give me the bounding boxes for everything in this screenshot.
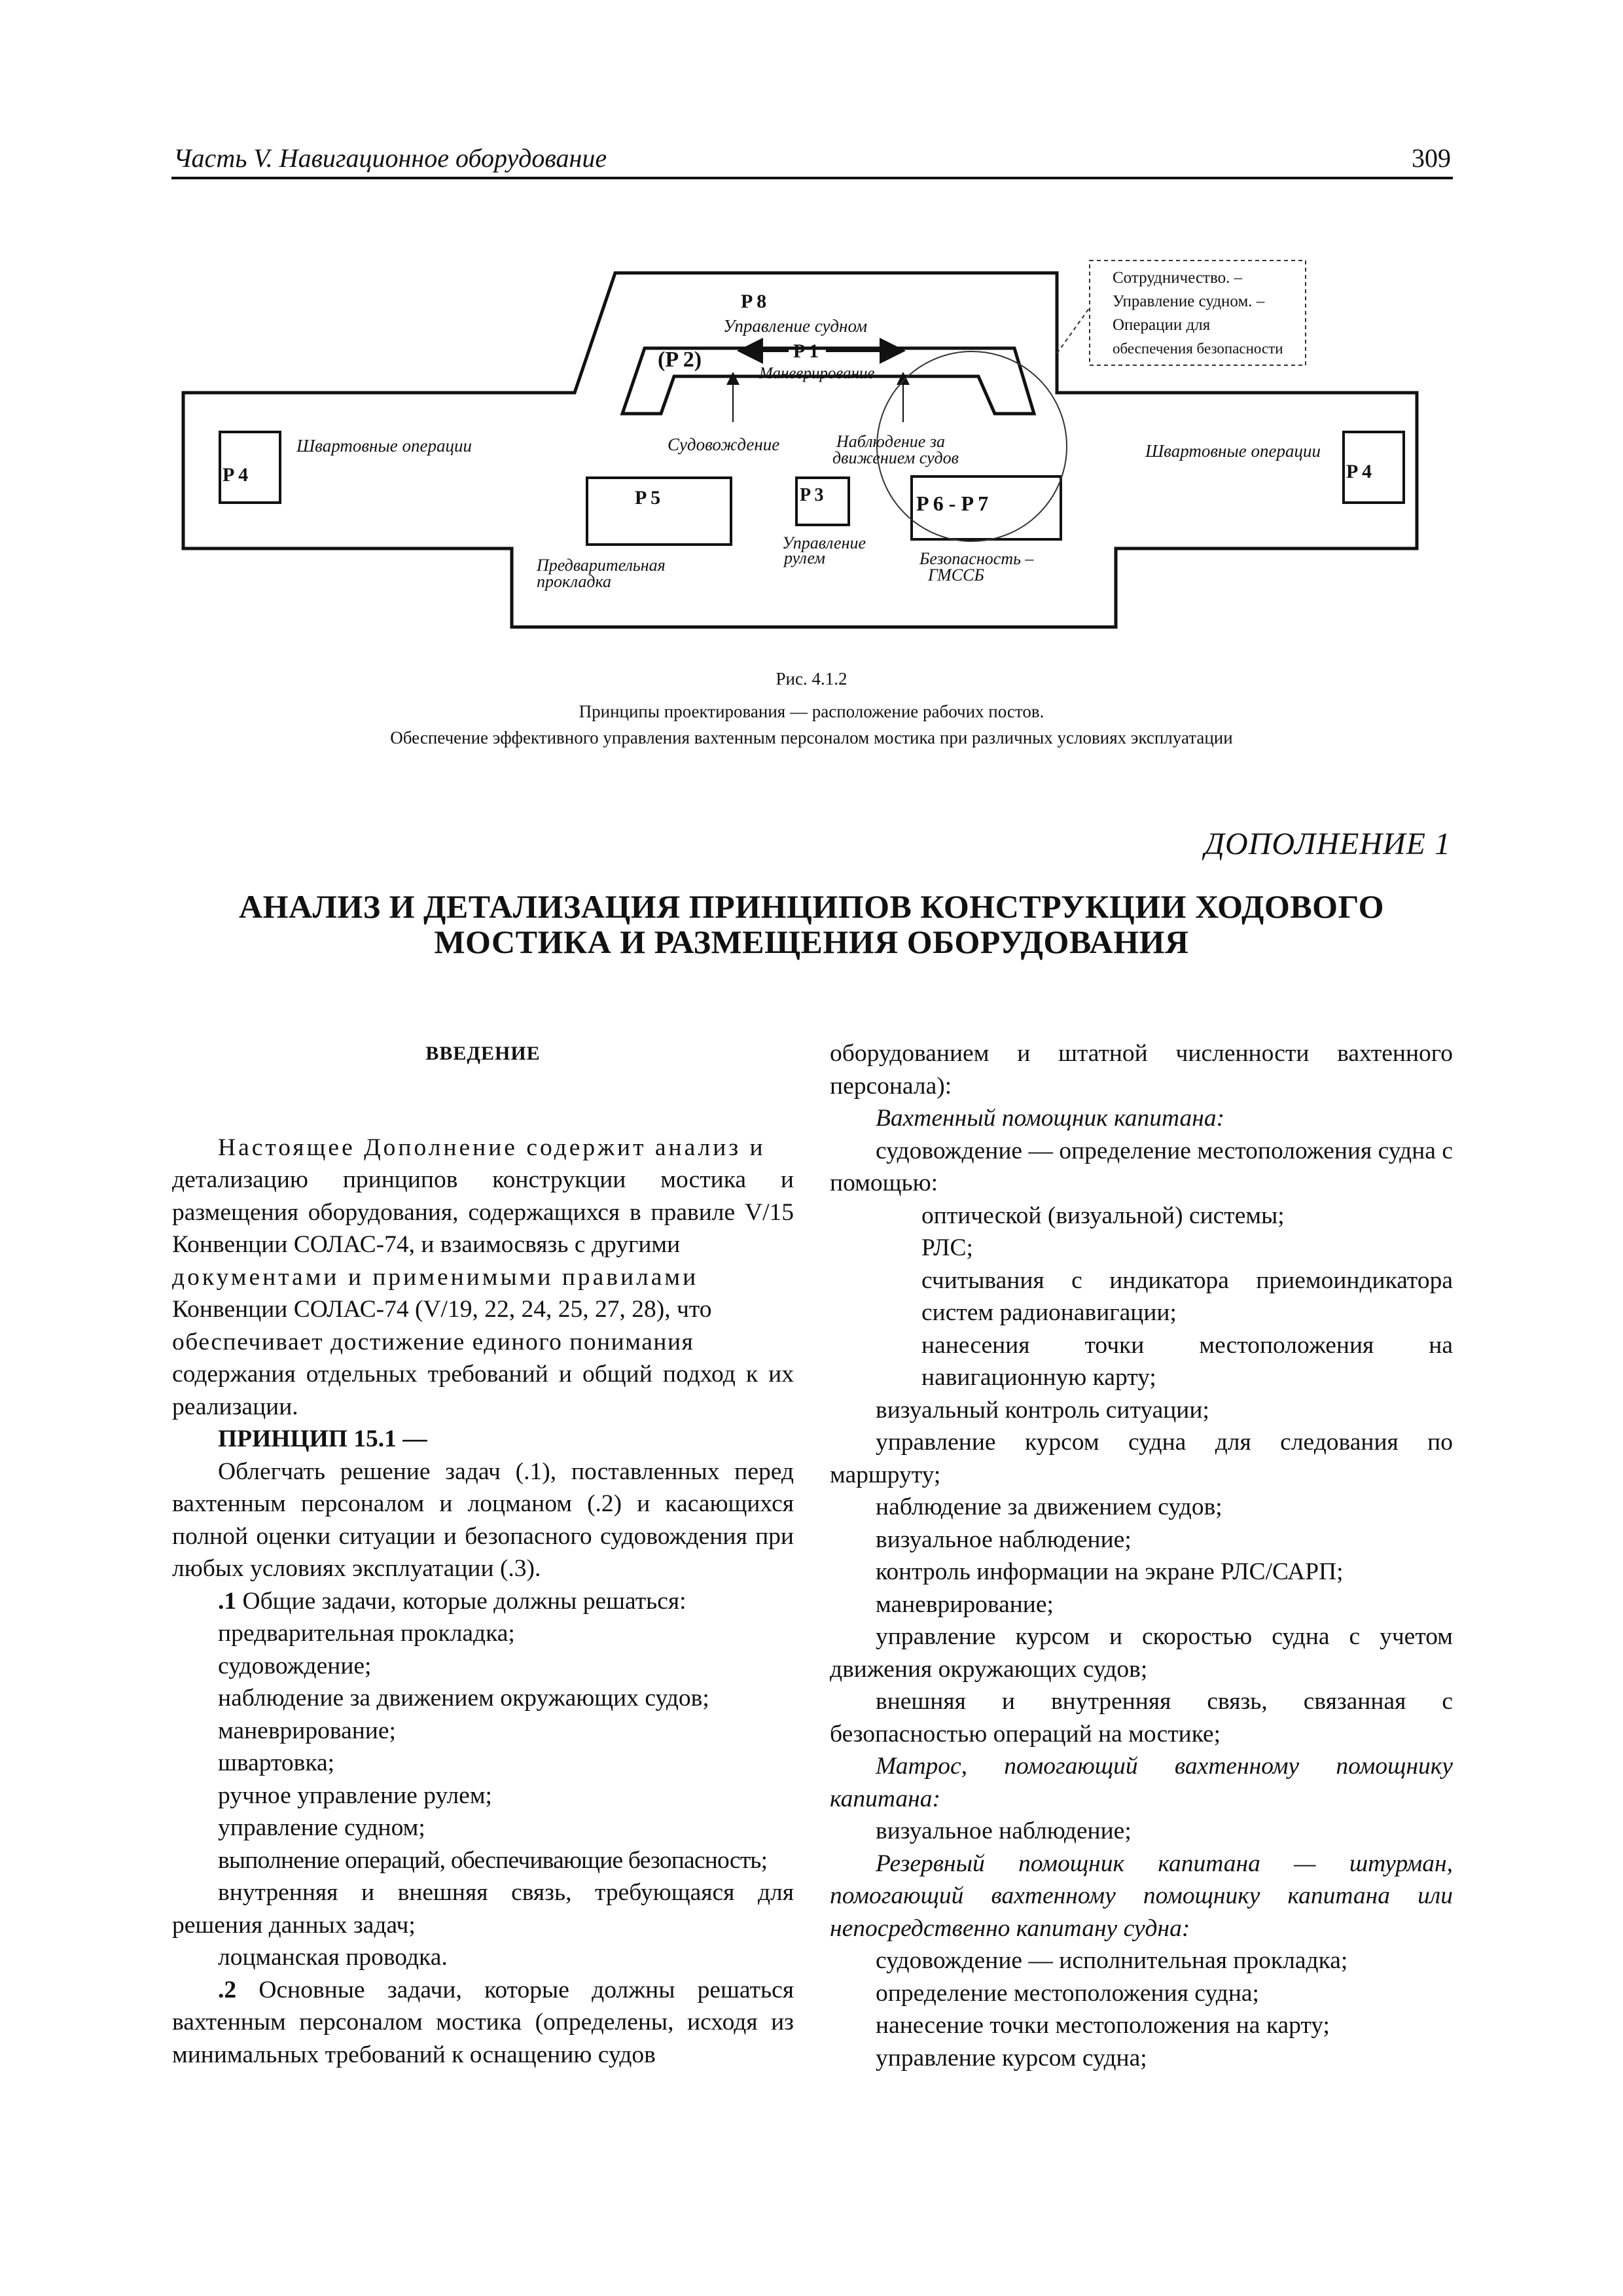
task-item: судовождение; xyxy=(218,1652,372,1679)
task-item: внутренняя и внешняя связь, требующаяся для решения данных задач; xyxy=(172,1879,794,1939)
method-item: нанесения точки местоположения на навигационную карту; xyxy=(921,1331,1453,1391)
caption-line-2: Принципы проектирования — расположение рабочих постов. xyxy=(579,702,1044,721)
bridge-layout-diagram xyxy=(0,0,1623,655)
steering-label-1: Управление xyxy=(782,533,866,552)
role-sailor: Матрос, помогающий вахтенному помощнику капитана: xyxy=(830,1753,1453,1812)
prelim-label-2: прокладка xyxy=(537,572,612,591)
task-item: швартовка; xyxy=(218,1749,335,1776)
mooring-right-label: Швартовные операции xyxy=(1145,441,1321,461)
maneuvering-label: Маневрирование xyxy=(759,365,875,382)
intro-paragraph-line: Настоящее Дополнение содержит анализ и xyxy=(218,1134,766,1161)
item-2 xyxy=(172,1974,794,2072)
task-item: лоцманская проводка. xyxy=(218,1944,448,1971)
principle-text: Облегчать решение задач (.1), поставленных перед вахтенным персоналом и лоцманом (.2) и касающихся полной оценки ситуации и безопасного судовождения при любых условиях эксплуатации (.3). xyxy=(172,1458,794,1582)
task-item: маневрирование; xyxy=(876,1590,1054,1618)
main-title-line-1: АНАЛИЗ И ДЕТАЛИЗАЦИЯ ПРИНЦИПОВ КОНСТРУКЦИИ ХОДОВОГО xyxy=(238,888,1385,925)
p1-label: P 1 xyxy=(793,340,819,362)
intro-paragraph-spread: документами и применимыми правилами xyxy=(172,1263,699,1291)
legend-line-2: Управление судном. – xyxy=(1113,293,1265,310)
item-1-number: .1 xyxy=(218,1587,237,1615)
task-item: внешняя и внутренняя связь, связанная с безопасностью операций на мостике; xyxy=(830,1688,1453,1748)
method-item: оптической (визуальной) системы; xyxy=(921,1202,1285,1229)
method-item: считывания с индикатора приемоиндикатора систем радионавигации; xyxy=(921,1266,1453,1326)
item-2-text: Основные задачи, которые должны решаться вахтенным персоналом мостика (определены, исходя из минимальных требований к оснащению судов xyxy=(172,1976,794,2068)
intro-paragraph-refs: Конвенции СОЛАС-74 (V/19, 22, 24, 25, 27, 28), что xyxy=(172,1296,712,1323)
caption-fig-number: Рис. 4.1.2 xyxy=(776,669,847,689)
item-1 xyxy=(172,1585,794,1618)
navigation-label: Судовождение xyxy=(668,435,780,454)
p5-label: P 5 xyxy=(635,487,661,509)
appendix-label: ДОПОЛНЕНИЕ 1 xyxy=(1204,827,1451,861)
reserve-task: определение местоположения судна; xyxy=(876,1979,1259,2007)
continuation-text: оборудованием и штатной численности вахтенного персонала): xyxy=(830,1040,1453,1100)
reserve-task: управление курсом судна; xyxy=(876,2044,1147,2072)
task-item: управление курсом судна для следования по маршруту; xyxy=(830,1429,1453,1488)
reserve-task: нанесение точки местоположения на карту; xyxy=(876,2012,1330,2039)
running-header-title: Часть V. Навигационное оборудование xyxy=(173,143,607,173)
right-column xyxy=(830,1037,1453,2074)
method-item: РЛС; xyxy=(921,1234,973,1261)
officer-position-task: судовождение — определение местоположения судна с помощью: xyxy=(830,1137,1453,1196)
role-officer: Вахтенный помощник капитана: xyxy=(876,1105,1225,1132)
task-item: визуальный контроль ситуации; xyxy=(876,1396,1209,1424)
p2-label: (P 2) xyxy=(658,348,702,372)
principle-heading: ПРИНЦИП 15.1 — xyxy=(218,1426,427,1452)
p6-p7-label: P 6 - P 7 xyxy=(916,492,989,515)
observation-label-1: Наблюдение за xyxy=(836,432,945,451)
task-item: наблюдение за движением окружающих судов; xyxy=(218,1685,709,1712)
mooring-left-label: Швартовные операции xyxy=(296,436,472,456)
p8-label: P 8 xyxy=(741,291,767,312)
intro-paragraph-cont: детализацию принципов конструкции мостика и размещения оборудования, содержащихся в правиле V/15 Конвенции СОЛАС-74, и взаимосвязь с другими xyxy=(172,1166,794,1258)
task-item: управление курсом и скоростью судна с учетом движения окружающих судов; xyxy=(830,1623,1453,1683)
ship-control-label: Управление судном xyxy=(723,316,868,336)
page-number: 309 xyxy=(1412,143,1451,173)
item-1-text: Общие задачи, которые должны решаться: xyxy=(236,1587,687,1615)
safety-label-1: Безопасность – xyxy=(919,549,1034,568)
item-2-number: .2 xyxy=(218,1976,237,2003)
main-title-line-2: МОСТИКА И РАЗМЕЩЕНИЯ ОБОРУДОВАНИЯ xyxy=(434,924,1189,960)
task-item: маневрирование; xyxy=(218,1717,396,1744)
callout-line xyxy=(1057,308,1090,353)
intro-paragraph-goal: обеспечивает достижение единого понимания xyxy=(172,1328,694,1355)
task-item: ручное управление рулем; xyxy=(218,1782,492,1809)
task-item: контроль информации на экране РЛС/САРП; xyxy=(876,1558,1344,1585)
section-heading-introduction: ВВЕДЕНИЕ xyxy=(425,1043,541,1064)
p4-right-label: P 4 xyxy=(1346,461,1372,482)
task-item: предварительная прокладка; xyxy=(218,1620,515,1647)
role-reserve-officer: Резервный помощник капитана — штурман, помогающий вахтенному помощнику капитана или непосредственно капитану судна: xyxy=(830,1850,1453,1942)
sailor-task: визуальное наблюдение; xyxy=(876,1818,1132,1844)
task-item: выполнение операций, обеспечивающие безопасность; xyxy=(218,1846,768,1874)
p3-label: P 3 xyxy=(800,485,824,505)
caption-line-3: Обеспечение эффективного управления вахтенным персоналом мостика при различных условиях эксплуатации xyxy=(390,728,1233,747)
task-item: управление судном; xyxy=(218,1814,425,1841)
main-title xyxy=(170,889,1453,960)
intro-paragraph-end: содержания отдельных требований и общий подход к их реализации. xyxy=(172,1361,794,1420)
p4-left-label: P 4 xyxy=(223,464,249,486)
left-column xyxy=(172,1037,794,2071)
legend-line-4: обеспечения безопасности xyxy=(1113,340,1283,357)
prelim-label-1: Предварительная xyxy=(537,556,666,575)
legend-line-1: Сотрудничество. – xyxy=(1113,269,1243,287)
observation-label-2: движением судов xyxy=(832,448,959,467)
steering-label-2: рулем xyxy=(784,548,825,567)
task-item: визуальное наблюдение; xyxy=(876,1526,1132,1553)
reserve-task: судовождение — исполнительная прокладка; xyxy=(876,1947,1348,1974)
legend-line-3: Операции для xyxy=(1113,316,1211,334)
task-item: наблюдение за движением судов; xyxy=(876,1494,1222,1520)
safety-label-2: ГМССБ xyxy=(928,565,984,584)
